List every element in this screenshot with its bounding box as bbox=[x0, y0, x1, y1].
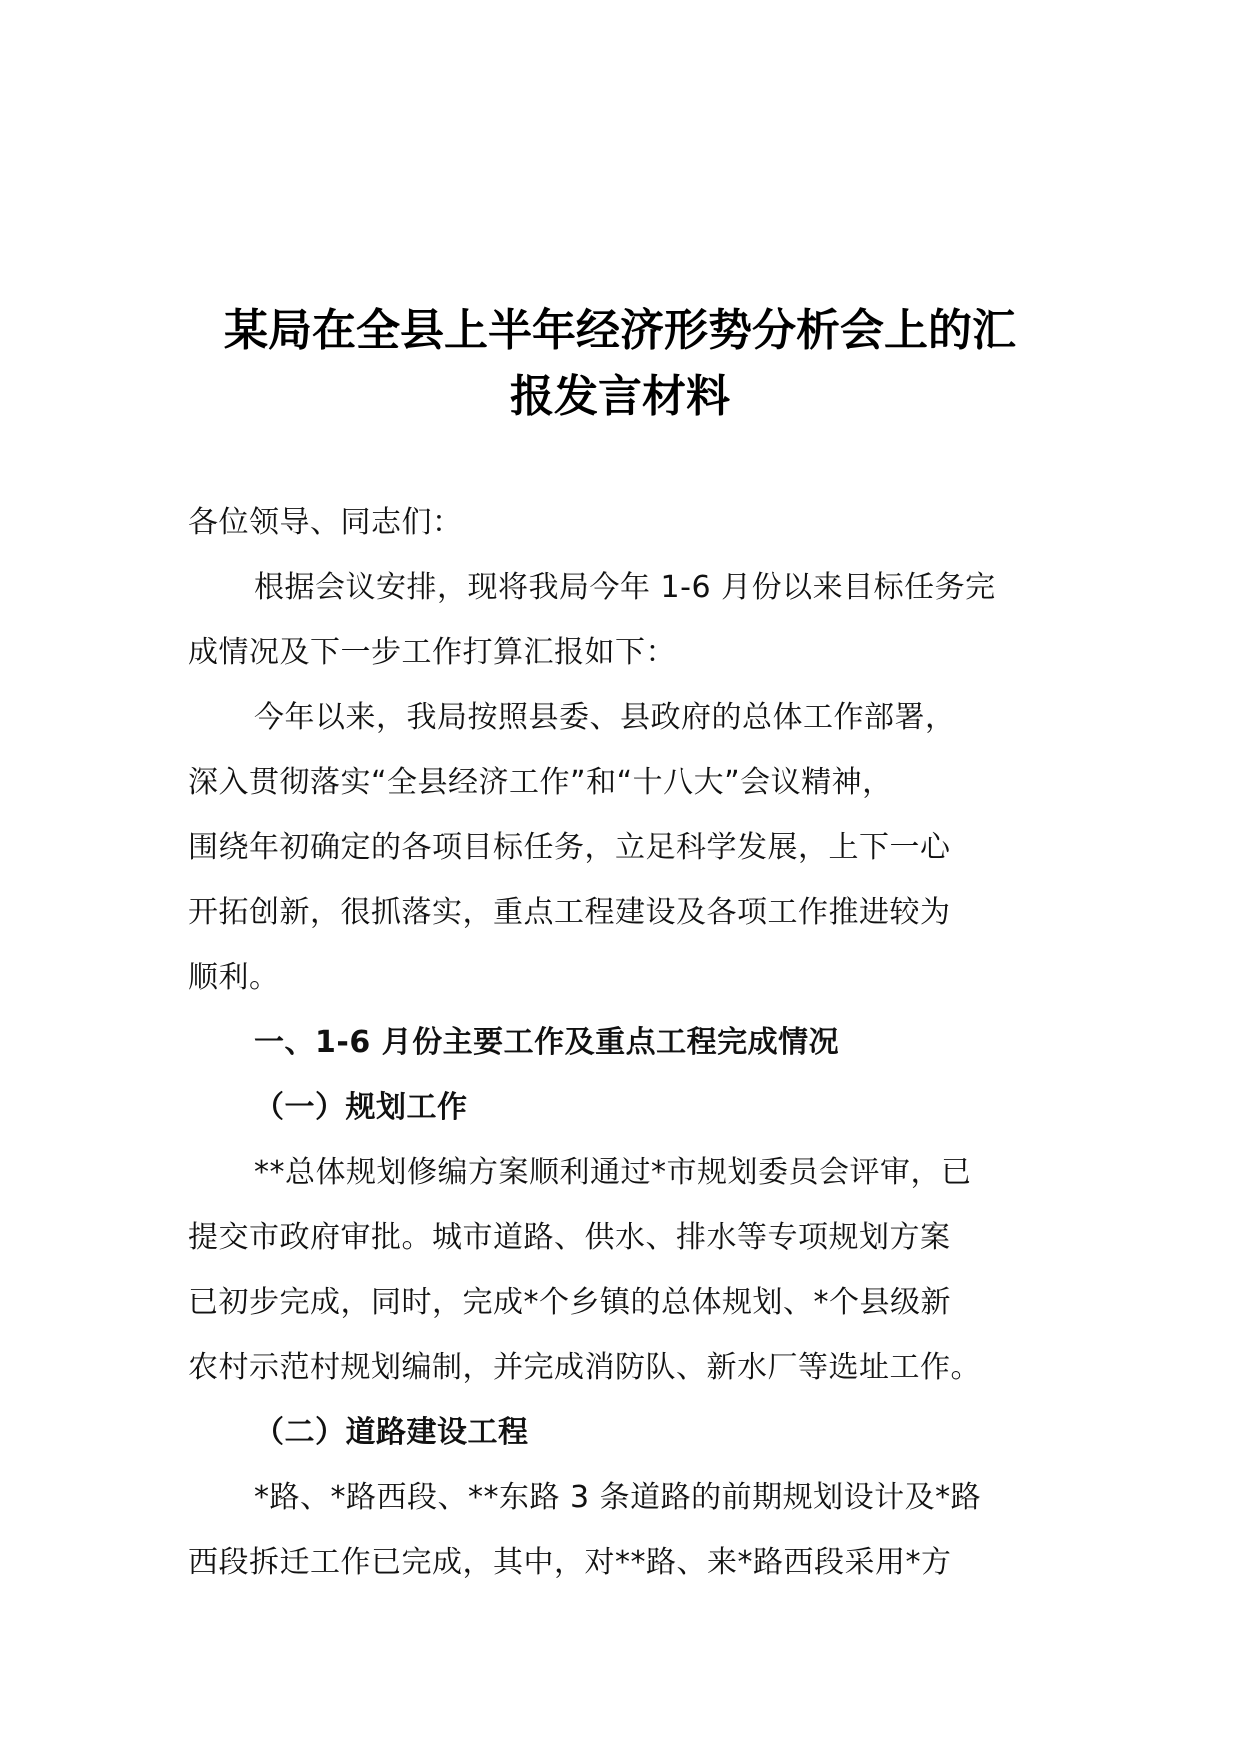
body-line: 围绕年初确定的各项目标任务，立足科学发展，上下一心 bbox=[188, 830, 951, 865]
subsection-heading: （一）规划工作 bbox=[254, 1090, 468, 1125]
body-line: **总体规划修编方案顺利通过*市规划委员会评审，已 bbox=[254, 1155, 972, 1190]
body-line: 顺利。 bbox=[188, 960, 280, 995]
body-line: 开拓创新，很抓落实，重点工程建设及各项工作推进较为 bbox=[188, 895, 951, 930]
body-line: *路、*路西段、**东路 3 条道路的前期规划设计及*路 bbox=[254, 1480, 982, 1515]
body-line: 成情况及下一步工作打算汇报如下： bbox=[188, 635, 676, 670]
body-line: 提交市政府审批。城市道路、供水、排水等专项规划方案 bbox=[188, 1220, 951, 1255]
salutation: 各位领导、同志们： bbox=[188, 505, 463, 540]
body-line: 已初步完成，同时，完成*个乡镇的总体规划、*个县级新 bbox=[188, 1285, 951, 1320]
subsection-heading: （二）道路建设工程 bbox=[254, 1415, 529, 1450]
title-line-2: 报发言材料 bbox=[510, 371, 730, 422]
body-line: 西段拆迁工作已完成，其中，对**路、来*路西段采用*方 bbox=[188, 1545, 952, 1580]
body-line: 农村示范村规划编制，并完成消防队、新水厂等选址工作。 bbox=[188, 1350, 981, 1385]
section-heading: 一、1-6 月份主要工作及重点工程完成情况 bbox=[254, 1025, 840, 1060]
body-line: 今年以来，我局按照县委、县政府的总体工作部署， bbox=[254, 700, 956, 735]
body-line: 根据会议安排，现将我局今年 1-6 月份以来目标任务完 bbox=[254, 570, 996, 605]
title-line-1: 某局在全县上半年经济形势分析会上的汇 bbox=[224, 305, 1016, 356]
document-title bbox=[190, 298, 1050, 430]
body-line: 深入贯彻落实“全县经济工作”和“十八大”会议精神， bbox=[188, 765, 893, 800]
document-body bbox=[188, 490, 1058, 1595]
